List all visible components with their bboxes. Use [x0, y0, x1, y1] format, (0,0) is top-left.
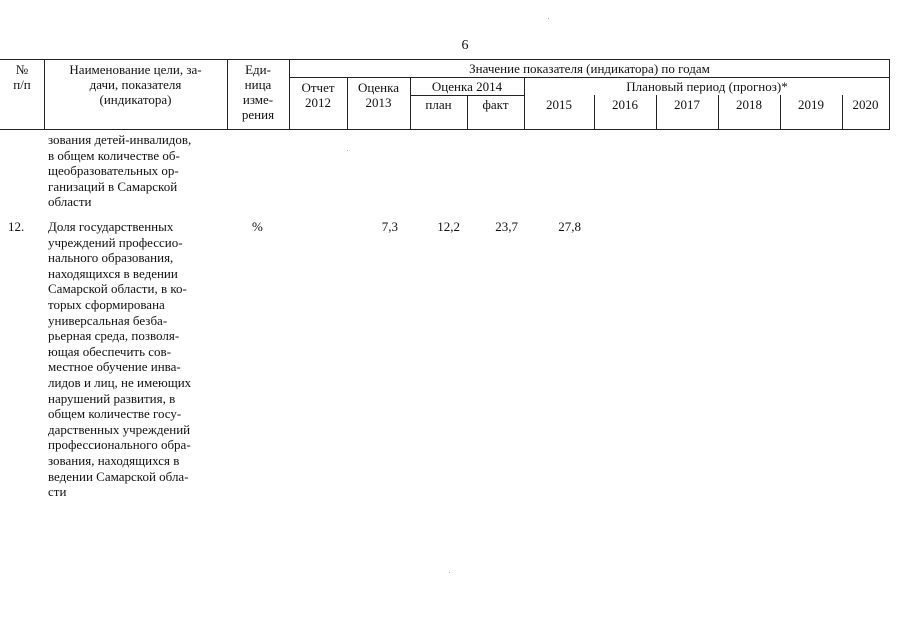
value-estimate-2013: 7,3	[381, 219, 398, 234]
page-number: 6	[461, 38, 469, 53]
header-year-2017: 2017	[674, 97, 700, 112]
header-name: Наименование цели, за- дачи, показателя (индикатора)	[69, 62, 202, 107]
header-estimate-2014: Оценка 2014	[431, 79, 503, 94]
scan-speck	[347, 150, 348, 151]
header-number: № п/п	[13, 62, 31, 92]
value-2015: 27,8	[558, 219, 581, 234]
header-values-group: Значение показателя (индикатора) по годам	[469, 61, 710, 76]
header-year-2018: 2018	[736, 97, 762, 112]
header-fact: факт	[482, 97, 509, 112]
header-estimate-2013: Оценка 2013	[358, 80, 399, 110]
scan-speck	[548, 18, 549, 19]
row-continuation-name: зования детей-инвалидов, в общем количестве об- щеобразовательных ор- ганизаций в Самарской области	[48, 132, 192, 210]
row-number: 12.	[8, 219, 25, 234]
header-plan-period: Плановый период (прогноз)*	[626, 79, 788, 94]
header-year-2020: 2020	[852, 97, 879, 112]
header-unit: Еди- ница изме- рения	[241, 62, 275, 122]
value-fact-2014: 23,7	[495, 219, 518, 234]
value-plan-2014: 12,2	[437, 219, 460, 234]
header-year-2015: 2015	[546, 97, 572, 112]
row-unit: %	[252, 219, 263, 234]
row-indicator-name: Доля государственных учреждений профессио- нального образования, находящихся в ведении Самарской области, в ко- торых сформирована универсальная безба- рьерная среда, позволя- ющая обеспечить сов- местное обучение инва- лидов и лиц, не имеющих нарушений развития, в общем количестве госу- дарственных учреждений профессионального обра- зования, находящихся в ведении Самарской обла- сти	[48, 219, 192, 500]
scan-speck	[449, 572, 450, 573]
header-report-2012: Отчет 2012	[301, 80, 335, 110]
header-plan: план	[425, 97, 452, 112]
header-year-2016: 2016	[612, 97, 638, 112]
header-year-2019: 2019	[798, 97, 824, 112]
